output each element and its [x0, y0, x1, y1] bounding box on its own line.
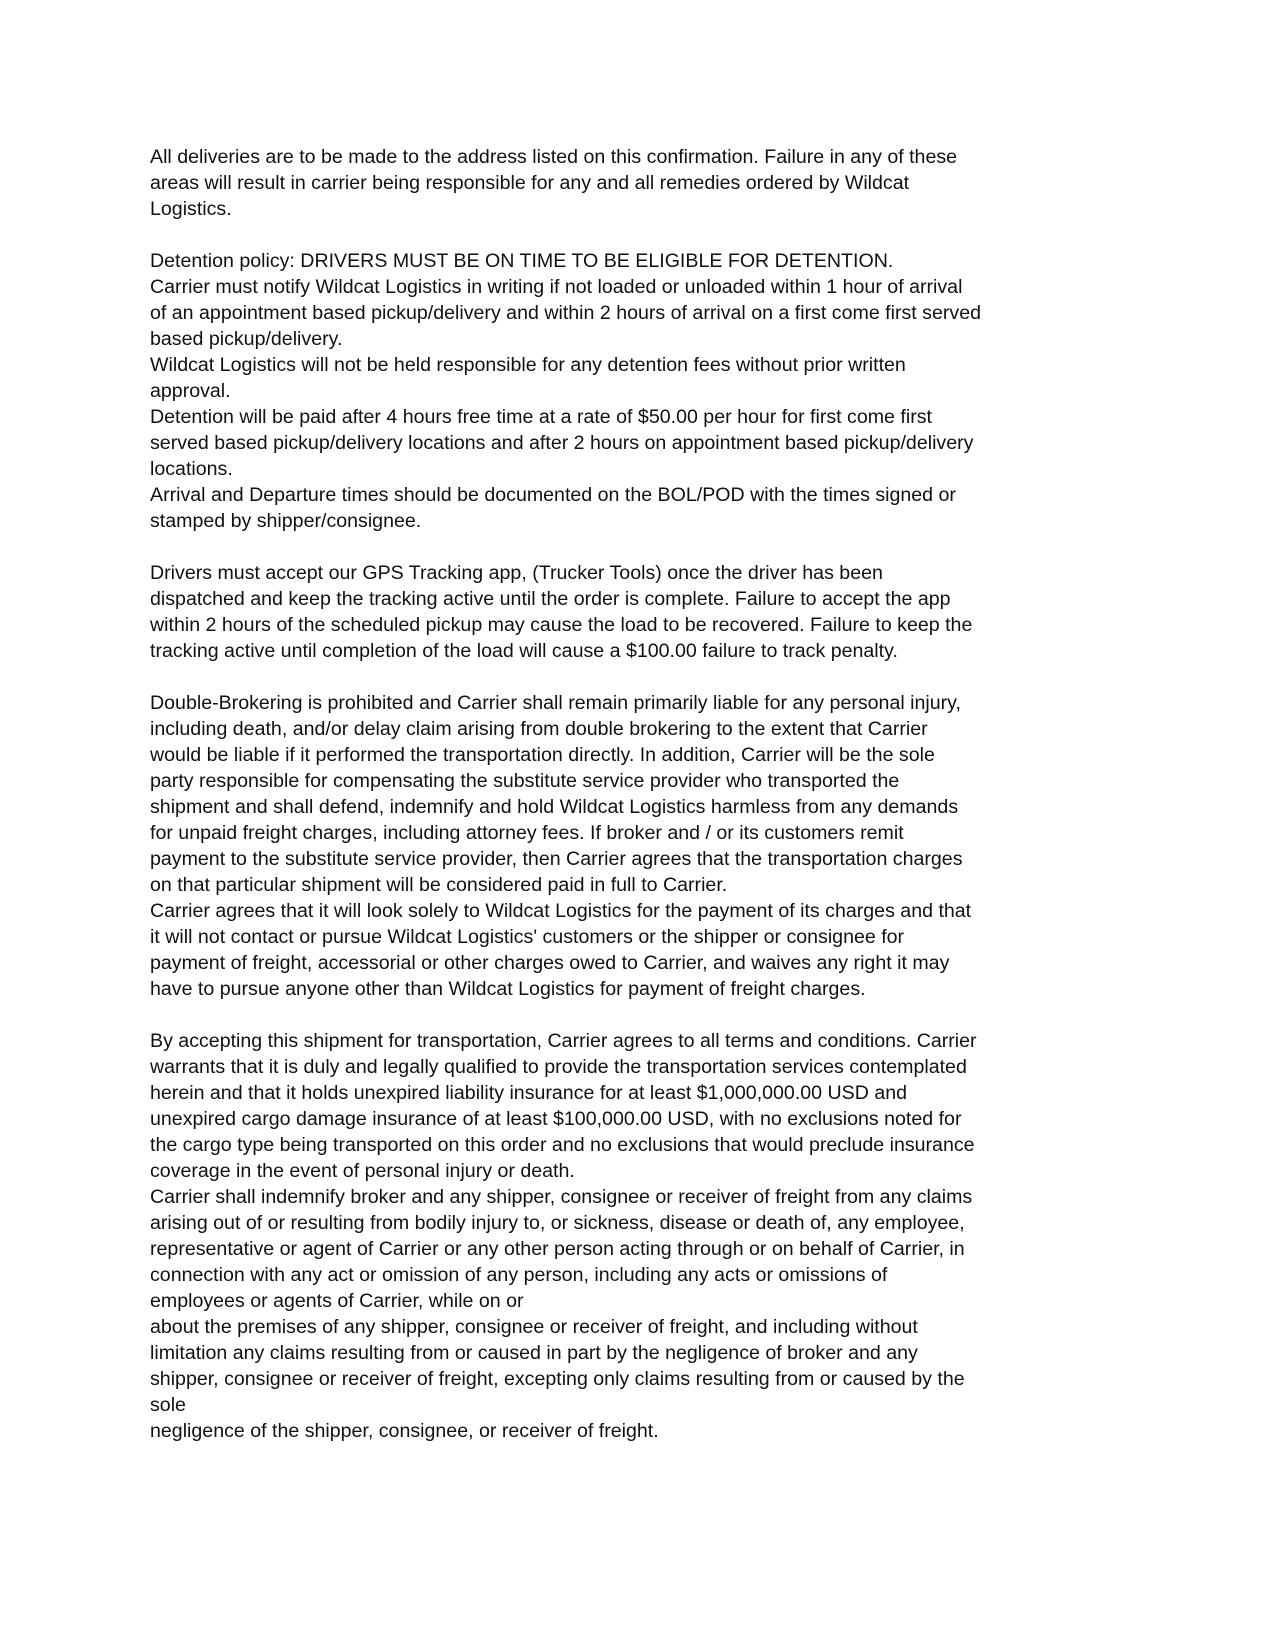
text-line: Arrival and Departure times should be documented on the BOL/POD with the times signed or — [150, 484, 956, 506]
text-line: about the premises of any shipper, consignee or receiver of freight, and including without — [150, 1316, 918, 1338]
text-line: connection with any act or omission of any person, including any acts or omissions of — [150, 1264, 888, 1286]
paragraph — [150, 560, 1140, 664]
text-line: served based pickup/delivery locations and after 2 hours on appointment based pickup/delivery — [150, 432, 974, 454]
paragraph — [150, 144, 1140, 222]
text-line: payment of freight, accessorial or other charges owed to Carrier, and waives any right it may — [150, 952, 950, 974]
text-line: Carrier must notify Wildcat Logistics in writing if not loaded or unloaded within 1 hour of arrival — [150, 276, 963, 298]
text-line: stamped by shipper/consignee. — [150, 510, 422, 532]
text-line: Drivers must accept our GPS Tracking app, (Trucker Tools) once the driver has been — [150, 562, 883, 584]
text-line: warrants that it is duly and legally qualified to provide the transportation services contemplated — [150, 1056, 967, 1078]
text-line: including death, and/or delay claim arising from double brokering to the extent that Carrier — [150, 718, 928, 740]
paragraph — [150, 248, 1140, 534]
text-line: have to pursue anyone other than Wildcat Logistics for payment of freight charges. — [150, 978, 866, 1000]
text-line: within 2 hours of the scheduled pickup may cause the load to be recovered. Failure to keep the — [150, 614, 973, 636]
text-line: employees or agents of Carrier, while on or — [150, 1290, 524, 1312]
text-line: Detention will be paid after 4 hours free time at a rate of $50.00 per hour for first come first — [150, 406, 932, 428]
text-line: negligence of the shipper, consignee, or receiver of freight. — [150, 1420, 659, 1442]
text-line: party responsible for compensating the substitute service provider who transported the — [150, 770, 900, 792]
text-line: of an appointment based pickup/delivery and within 2 hours of arrival on a first come first served — [150, 302, 981, 324]
text-line: tracking active until completion of the load will cause a $100.00 failure to track penalty. — [150, 640, 898, 662]
text-line: herein and that it holds unexpired liability insurance for at least $1,000,000.00 USD and — [150, 1082, 908, 1104]
text-line: Carrier agrees that it will look solely to Wildcat Logistics for the payment of its charges and that — [150, 900, 972, 922]
text-line: limitation any claims resulting from or caused in part by the negligence of broker and any — [150, 1342, 918, 1364]
text-line: representative or agent of Carrier or any other person acting through or on behalf of Carrier, in — [150, 1238, 965, 1260]
text-line: dispatched and keep the tracking active until the order is complete. Failure to accept the app — [150, 588, 951, 610]
text-line: areas will result in carrier being responsible for any and all remedies ordered by Wildcat — [150, 172, 910, 194]
text-line: Carrier shall indemnify broker and any shipper, consignee or receiver of freight from any claims — [150, 1186, 973, 1208]
text-line: arising out of or resulting from bodily injury to, or sickness, disease or death of, any employee, — [150, 1212, 965, 1234]
text-line: coverage in the event of personal injury or death. — [150, 1160, 575, 1182]
text-line: would be liable if it performed the transportation directly. In addition, Carrier will be the sole — [150, 744, 935, 766]
text-line: payment to the substitute service provider, then Carrier agrees that the transportation charges — [150, 848, 963, 870]
text-line: By accepting this shipment for transportation, Carrier agrees to all terms and conditions. Carrier — [150, 1030, 977, 1052]
text-line: sole — [150, 1394, 186, 1416]
text-line: Detention policy: DRIVERS MUST BE ON TIME TO BE ELIGIBLE FOR DETENTION. — [150, 250, 894, 272]
paragraph — [150, 1028, 1140, 1444]
terms-text — [150, 144, 1140, 1470]
text-line: All deliveries are to be made to the address listed on this confirmation. Failure in any of these — [150, 146, 958, 168]
text-line: approval. — [150, 380, 231, 402]
text-line: Wildcat Logistics will not be held responsible for any detention fees without prior written — [150, 354, 906, 376]
text-line: based pickup/delivery. — [150, 328, 343, 350]
text-line: locations. — [150, 458, 233, 480]
text-line: the cargo type being transported on this order and no exclusions that would preclude insurance — [150, 1134, 975, 1156]
text-line: Logistics. — [150, 198, 232, 220]
text-line: Double-Brokering is prohibited and Carrier shall remain primarily liable for any personal injury, — [150, 692, 961, 714]
paragraph — [150, 690, 1140, 1002]
text-line: it will not contact or pursue Wildcat Logistics' customers or the shipper or consignee for — [150, 926, 905, 948]
text-line: unexpired cargo damage insurance of at least $100,000.00 USD, with no exclusions noted for — [150, 1108, 962, 1130]
text-line: on that particular shipment will be considered paid in full to Carrier. — [150, 874, 728, 896]
text-line: shipment and shall defend, indemnify and hold Wildcat Logistics harmless from any demands — [150, 796, 959, 818]
text-line: shipper, consignee or receiver of freight, excepting only claims resulting from or caused by the — [150, 1368, 965, 1390]
text-line: for unpaid freight charges, including attorney fees. If broker and / or its customers remit — [150, 822, 904, 844]
